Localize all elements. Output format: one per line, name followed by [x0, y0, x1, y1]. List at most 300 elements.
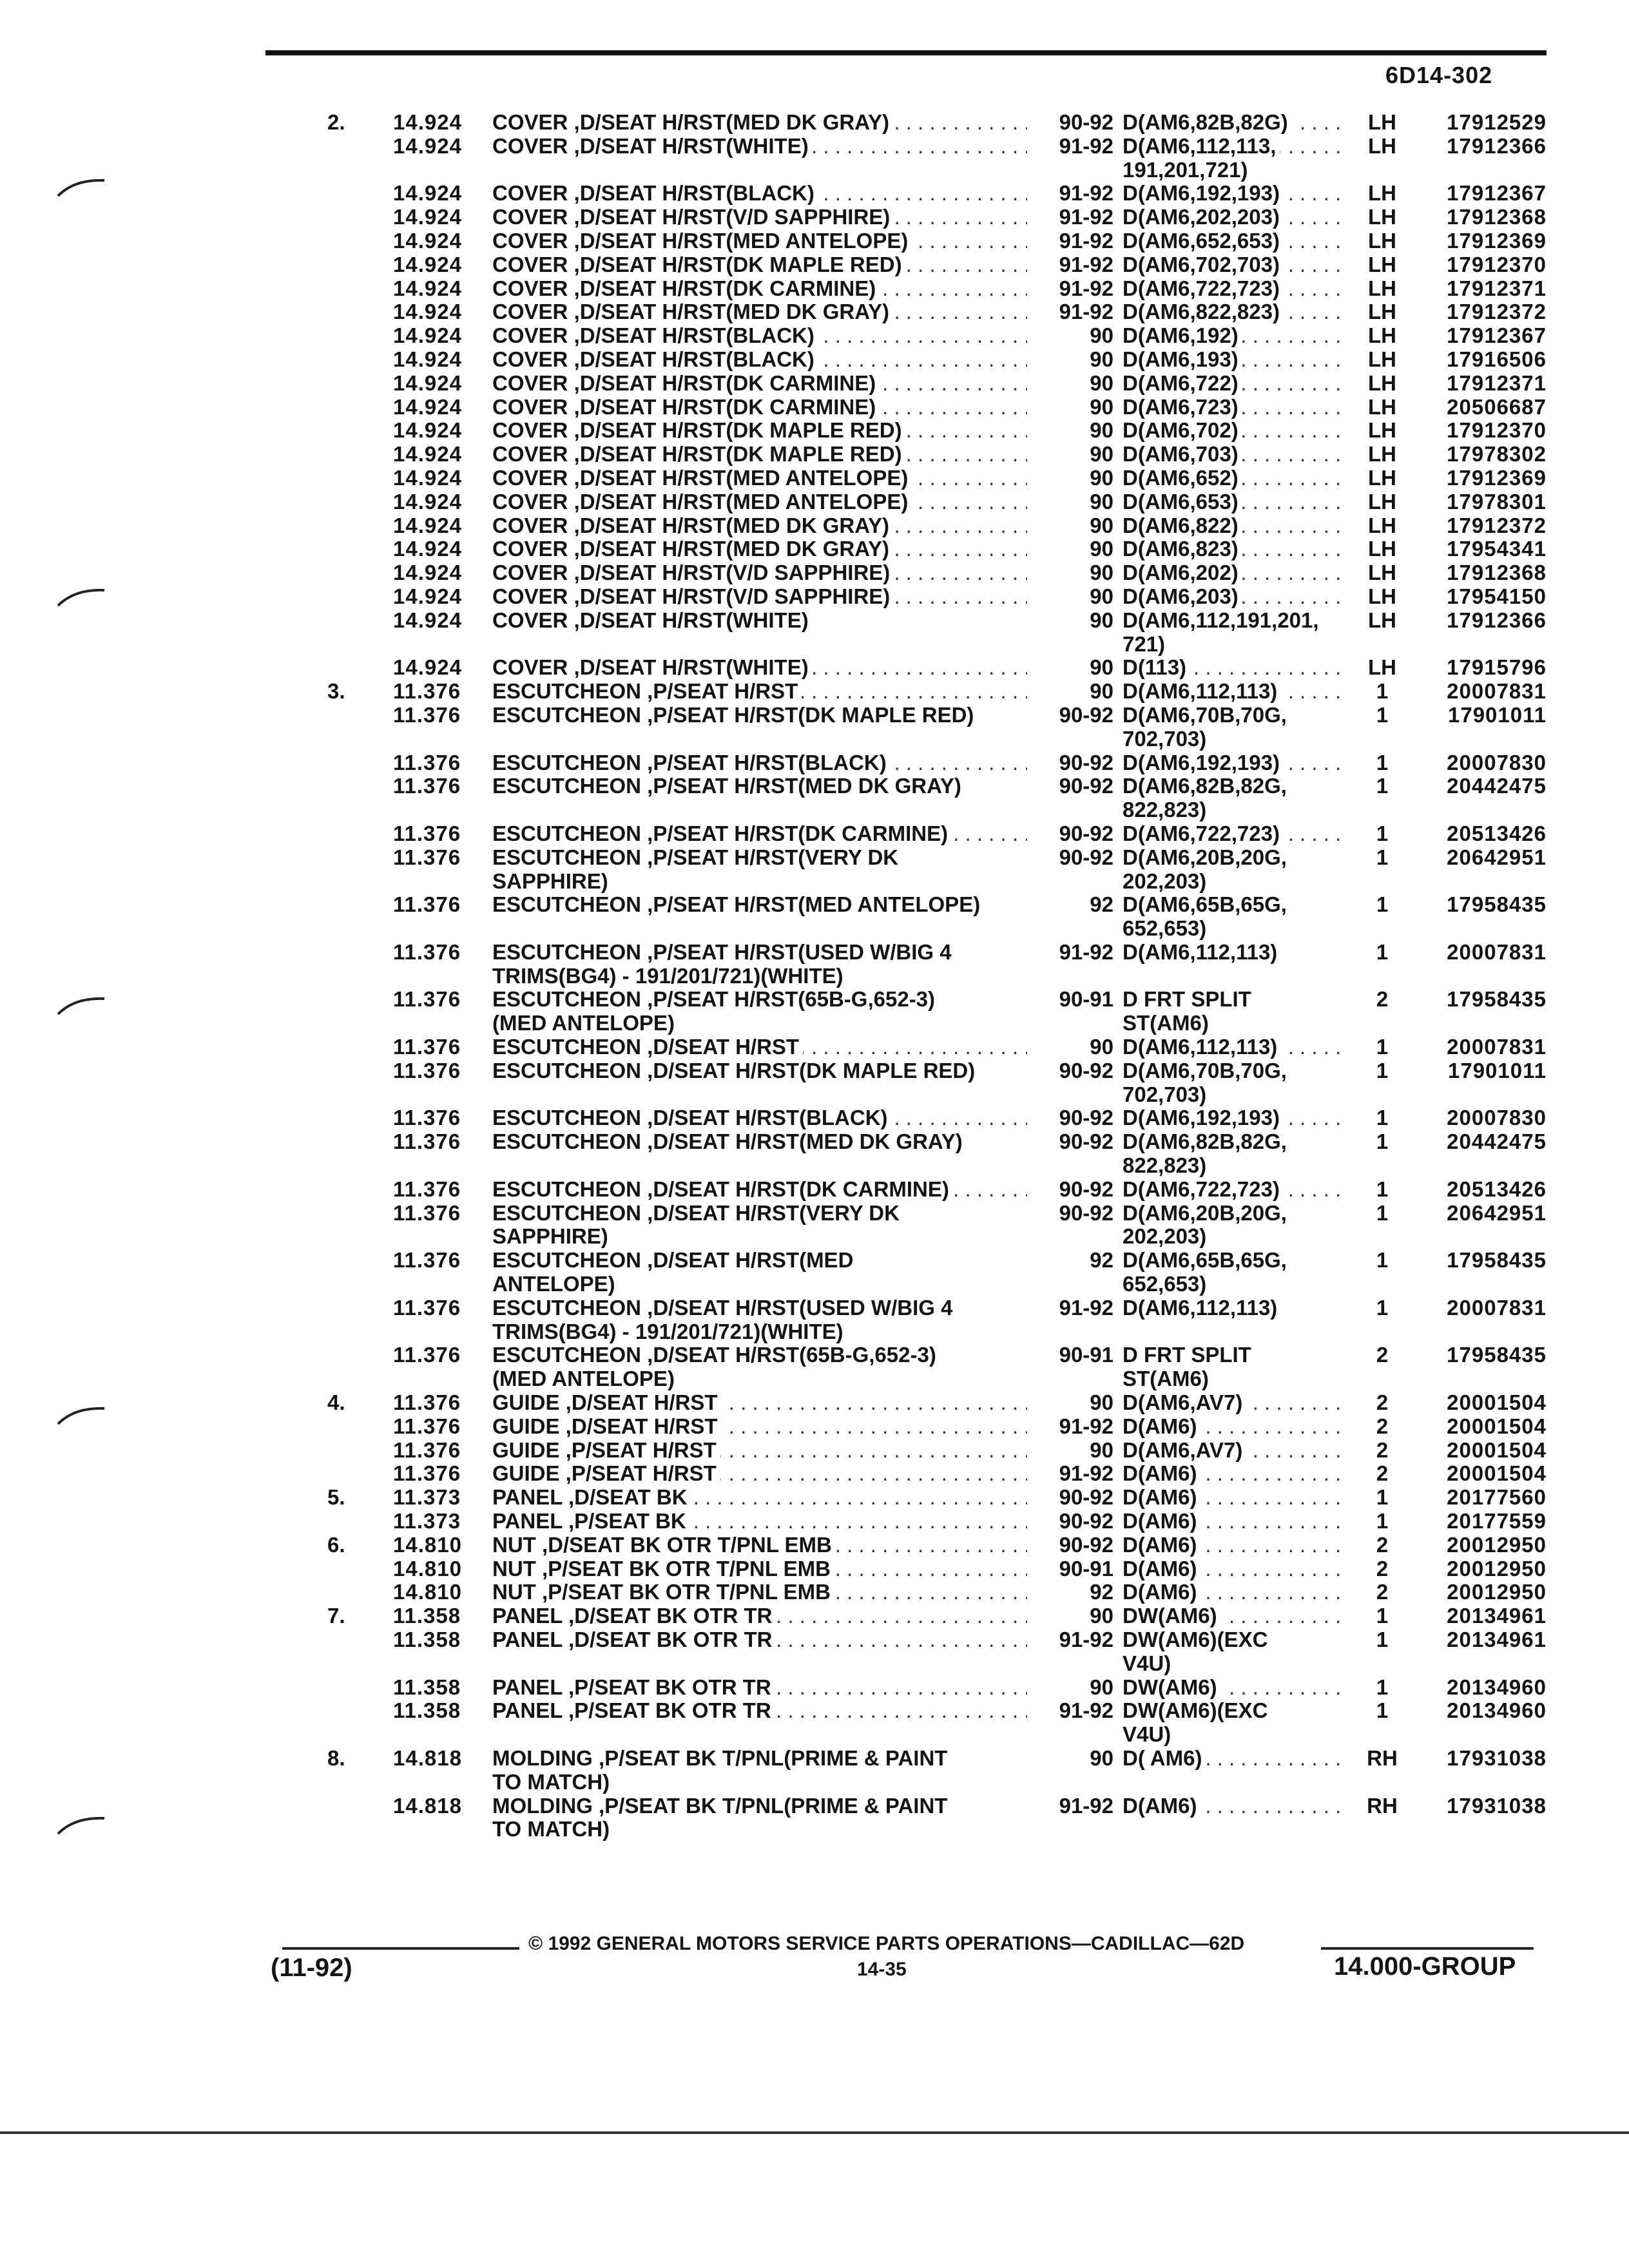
part-description-text	[492, 1083, 496, 1106]
usage-code	[1123, 585, 1348, 609]
usage-code	[1123, 798, 1348, 822]
part-description	[492, 941, 1027, 965]
model-years: 90	[1090, 537, 1113, 561]
usage-code	[1123, 206, 1348, 229]
footer-page-number: 14-35	[857, 1959, 907, 1980]
usage-code-text: DW(AM6)(EXC	[1123, 1628, 1271, 1651]
model-years: 90	[1090, 513, 1113, 537]
quantity: 2	[1376, 1390, 1389, 1415]
group-number: 11.376	[393, 939, 461, 964]
part-number: 17912371	[1447, 370, 1547, 395]
model-years: 91-92	[1059, 276, 1113, 300]
parts-row	[0, 988, 1629, 1012]
part-number: 20134961	[1447, 1604, 1547, 1628]
part-description	[492, 1296, 1027, 1320]
group-number: 14.924	[393, 228, 462, 253]
parts-row-continuation	[0, 1083, 1629, 1107]
quantity: 1	[1376, 1106, 1389, 1130]
usage-code	[1123, 1059, 1348, 1083]
group-number: 14.818	[393, 1745, 462, 1770]
usage-code	[1123, 609, 1348, 633]
usage-code	[1123, 1012, 1348, 1035]
usage-code	[1123, 1391, 1348, 1415]
model-years: 90-92	[1059, 110, 1113, 134]
part-number: 17912370	[1447, 418, 1547, 443]
part-description	[492, 1415, 1027, 1439]
model-years: 90	[1090, 370, 1113, 395]
group-number: 11.376	[393, 702, 461, 727]
part-description-text: SAPPHIRE)	[492, 870, 612, 893]
parts-row	[0, 846, 1629, 870]
parts-row	[0, 1462, 1629, 1486]
model-years: 90-92	[1059, 1129, 1113, 1154]
bottom-rule	[0, 2131, 1629, 2134]
model-years: 91-92	[1059, 1461, 1113, 1486]
usage-code	[1123, 941, 1348, 965]
part-description	[492, 1130, 1027, 1154]
part-description-text: COVER ,D/SEAT H/RST(MED ANTELOPE)	[492, 490, 912, 514]
part-description	[492, 1012, 1027, 1035]
footer-rule-right	[1321, 1947, 1534, 1950]
model-years: 90	[1090, 1437, 1113, 1462]
part-number: 20007830	[1447, 1106, 1547, 1130]
part-description-text	[492, 1723, 496, 1746]
parts-row	[0, 704, 1629, 727]
usage-code-text: 202,203)	[1123, 870, 1210, 893]
part-description-text: COVER ,D/SEAT H/RST(V/D SAPPHIRE)	[492, 206, 894, 229]
part-description-text: GUIDE ,D/SEAT H/RST	[492, 1391, 722, 1414]
usage-code-text	[1123, 1771, 1126, 1794]
model-years: 90	[1090, 394, 1113, 419]
usage-code	[1123, 1415, 1348, 1439]
model-years: 90-92	[1059, 821, 1113, 845]
parts-row	[0, 1059, 1629, 1083]
usage-code	[1123, 1699, 1348, 1723]
group-number: 14.924	[393, 394, 462, 419]
usage-code-text: D(AM6,822)	[1123, 514, 1242, 537]
usage-code	[1123, 965, 1348, 988]
part-description	[492, 277, 1027, 301]
part-number: 20007830	[1447, 750, 1547, 774]
group-number: 14.924	[393, 110, 462, 134]
part-description	[492, 396, 1027, 419]
group-number: 14.924	[393, 655, 462, 680]
model-years: 90	[1090, 679, 1113, 704]
usage-code-text: D(AM6)	[1123, 1510, 1200, 1533]
part-description-text	[492, 159, 496, 182]
usage-code	[1123, 1676, 1348, 1700]
parts-row	[0, 1391, 1629, 1415]
quantity: 1	[1376, 939, 1389, 964]
quantity: LH	[1368, 537, 1396, 561]
usage-code	[1123, 870, 1348, 894]
part-description	[492, 1202, 1027, 1225]
usage-code-text: V4U)	[1123, 1652, 1175, 1675]
parts-row	[0, 585, 1629, 609]
model-years: 90-92	[1059, 1058, 1113, 1082]
group-number: 14.924	[393, 181, 462, 206]
part-description-text: COVER ,D/SEAT H/RST(MED ANTELOPE)	[492, 466, 912, 490]
part-description	[492, 585, 1027, 609]
usage-code	[1123, 846, 1348, 870]
usage-code	[1123, 1083, 1348, 1107]
usage-code-text: D(AM6,722,723)	[1123, 1178, 1284, 1201]
model-years: 91-92	[1059, 939, 1113, 964]
part-description	[492, 1723, 1027, 1747]
ref-number: 8.	[327, 1745, 345, 1770]
part-description-text: COVER ,D/SEAT H/RST(MED DK GRAY)	[492, 514, 893, 537]
part-number: 17912529	[1447, 110, 1547, 134]
usage-code-text: D(AM6,AV7)	[1123, 1391, 1246, 1414]
usage-code	[1123, 1652, 1348, 1676]
usage-code	[1123, 1771, 1348, 1794]
parts-row	[0, 609, 1629, 633]
group-number: 11.376	[393, 892, 461, 917]
group-number: 14.924	[393, 513, 462, 537]
part-description	[492, 1604, 1027, 1628]
part-description-text: COVER ,D/SEAT H/RST(MED DK GRAY)	[492, 537, 893, 561]
ref-number: 7.	[327, 1604, 345, 1628]
usage-code	[1123, 1794, 1348, 1818]
usage-code-text: D(AM6,202)	[1123, 561, 1242, 584]
parts-row-continuation	[0, 870, 1629, 894]
parts-row	[0, 561, 1629, 585]
model-years: 90-92	[1059, 750, 1113, 774]
parts-row-continuation	[0, 727, 1629, 751]
parts-row	[0, 300, 1629, 324]
usage-code-text: 702,703)	[1123, 1083, 1210, 1106]
usage-code	[1123, 633, 1348, 657]
part-number: 20012950	[1447, 1580, 1547, 1604]
group-number: 11.358	[393, 1675, 461, 1699]
part-description-text: TO MATCH)	[492, 1818, 613, 1841]
model-years: 91-92	[1059, 252, 1113, 276]
quantity: 2	[1376, 1580, 1389, 1604]
usage-code-text: D(AM6,65B,65G,	[1123, 1249, 1291, 1272]
group-number: 11.376	[393, 1390, 461, 1415]
usage-code	[1123, 537, 1348, 561]
model-years: 90-92	[1059, 702, 1113, 727]
usage-code-text: D(AM6)	[1123, 1415, 1200, 1438]
part-description-text: ESCUTCHEON ,P/SEAT H/RST(MED ANTELOPE)	[492, 893, 984, 916]
usage-code	[1123, 774, 1348, 798]
model-years: 91-92	[1059, 300, 1113, 324]
parts-row	[0, 1106, 1629, 1130]
model-years: 90-92	[1059, 1200, 1113, 1225]
usage-code-text: D(AM6,722,723)	[1123, 277, 1284, 300]
usage-code-text: D(AM6,20B,20G,	[1123, 1202, 1291, 1225]
group-number: 14.924	[393, 252, 462, 276]
group-number: 14.924	[393, 133, 462, 158]
usage-code-text: D(AM6,70B,70G,	[1123, 1059, 1291, 1082]
usage-code-text: D(AM6,192,193)	[1123, 751, 1284, 774]
model-years: 90-92	[1059, 1106, 1113, 1130]
part-description	[492, 490, 1027, 514]
parts-row-continuation	[0, 159, 1629, 182]
quantity: 2	[1376, 1556, 1389, 1581]
part-number: 17901011	[1447, 702, 1547, 727]
group-number: 14.924	[393, 418, 462, 443]
model-years: 90	[1090, 1035, 1113, 1059]
part-number: 20001504	[1447, 1461, 1547, 1486]
part-description-text: ESCUTCHEON ,P/SEAT H/RST(65B-G,652-3)	[492, 988, 939, 1011]
model-years: 90-92	[1059, 1177, 1113, 1201]
part-number: 20177559	[1447, 1509, 1547, 1533]
model-years: 90-92	[1059, 1485, 1113, 1510]
usage-code	[1123, 1035, 1348, 1059]
usage-code-text: ST(AM6)	[1123, 1012, 1213, 1035]
quantity: 2	[1376, 1343, 1389, 1367]
model-years: 90-91	[1059, 1556, 1113, 1581]
usage-code-text: 822,823)	[1123, 798, 1210, 822]
parts-row	[0, 1747, 1629, 1771]
parts-row	[0, 324, 1629, 348]
part-description-text: PANEL ,P/SEAT BK	[492, 1510, 690, 1533]
group-number: 14.810	[393, 1532, 462, 1557]
part-description-text: PANEL ,D/SEAT BK	[492, 1486, 691, 1509]
part-description	[492, 633, 1027, 657]
part-description	[492, 1249, 1027, 1273]
quantity: LH	[1368, 608, 1396, 632]
part-description	[492, 1439, 1027, 1463]
part-description	[492, 870, 1027, 894]
part-number: 20642951	[1447, 845, 1547, 869]
parts-row	[0, 1178, 1629, 1202]
part-description-text: COVER ,D/SEAT H/RST(DK MAPLE RED)	[492, 253, 906, 276]
usage-code	[1123, 253, 1348, 277]
parts-row	[0, 1794, 1629, 1818]
part-number: 20642951	[1447, 1200, 1547, 1225]
group-number: 11.376	[393, 821, 461, 845]
group-number: 11.376	[393, 1295, 461, 1320]
quantity: 1	[1376, 750, 1389, 774]
quantity: LH	[1368, 252, 1396, 276]
part-number: 17958435	[1447, 892, 1547, 917]
footer-date: (11-92)	[271, 1954, 352, 1982]
part-number: 17912369	[1447, 228, 1547, 253]
group-number: 11.358	[393, 1604, 461, 1628]
group-number: 14.924	[393, 370, 462, 395]
ref-number: 4.	[327, 1390, 345, 1415]
usage-code-text: D(AM6,652,653)	[1123, 229, 1284, 253]
part-description	[492, 1083, 1027, 1107]
quantity: LH	[1368, 465, 1396, 490]
usage-code	[1123, 1604, 1348, 1628]
group-number: 11.358	[393, 1698, 461, 1723]
usage-code	[1123, 1557, 1348, 1581]
part-number: 20012950	[1447, 1532, 1547, 1557]
usage-code-text: D(AM6)	[1123, 1581, 1200, 1604]
quantity: 2	[1376, 1461, 1389, 1486]
quantity: 2	[1376, 1414, 1389, 1438]
group-number: 14.924	[393, 323, 462, 348]
part-description-text: ESCUTCHEON ,P/SEAT H/RST(BLACK)	[492, 751, 891, 774]
quantity: 1	[1376, 1295, 1389, 1320]
part-number: 20007831	[1447, 939, 1547, 964]
part-description-text: COVER ,D/SEAT H/RST(BLACK)	[492, 348, 818, 371]
parts-row-continuation	[0, 1723, 1629, 1747]
usage-code	[1123, 893, 1348, 917]
part-description	[492, 561, 1027, 585]
parts-row-continuation	[0, 1818, 1629, 1841]
usage-code	[1123, 1130, 1348, 1154]
part-description-text: TRIMS(BG4) - 191/201/721)(WHITE)	[492, 1320, 847, 1343]
usage-code-text: D(AM6)	[1123, 1462, 1200, 1485]
footer-rule-left	[282, 1947, 519, 1950]
usage-code	[1123, 1296, 1348, 1320]
part-number: 17912371	[1447, 276, 1547, 300]
part-description-text: ESCUTCHEON ,D/SEAT H/RST(MED DK GRAY)	[492, 1130, 967, 1153]
parts-row	[0, 1581, 1629, 1604]
usage-code	[1123, 656, 1348, 680]
parts-row	[0, 1343, 1629, 1367]
part-description-text: ESCUTCHEON ,P/SEAT H/RST(DK CARMINE)	[492, 822, 952, 845]
usage-code-text: V4U)	[1123, 1723, 1175, 1746]
parts-row-continuation	[0, 965, 1629, 988]
part-description	[492, 893, 1027, 917]
part-description	[492, 1747, 1027, 1771]
parts-row	[0, 1676, 1629, 1700]
group-number: 11.373	[393, 1509, 461, 1533]
part-description	[492, 1035, 1027, 1059]
parts-row	[0, 514, 1629, 538]
part-description-text: COVER ,D/SEAT H/RST(WHITE)	[492, 135, 813, 158]
part-number: 20177560	[1447, 1485, 1547, 1510]
usage-code	[1123, 1462, 1348, 1486]
model-years: 90-92	[1059, 845, 1113, 869]
usage-code	[1123, 822, 1348, 846]
usage-code-text: D(AM6,112,113)	[1123, 941, 1281, 964]
part-description	[492, 1059, 1027, 1083]
group-number: 14.810	[393, 1580, 462, 1604]
usage-code-text: D(AM6,112,191,201,	[1123, 609, 1323, 632]
usage-code-text: D( AM6)	[1123, 1747, 1206, 1770]
model-years: 91-92	[1059, 228, 1113, 253]
group-number: 11.376	[393, 750, 461, 774]
part-number: 20007831	[1447, 679, 1547, 704]
part-description	[492, 159, 1027, 182]
parts-row-continuation	[0, 917, 1629, 941]
quantity: 1	[1376, 702, 1389, 727]
group-number: 14.924	[393, 489, 462, 514]
usage-code	[1123, 111, 1348, 135]
part-number: 17912367	[1447, 323, 1547, 348]
usage-code-text: D(AM6,20B,20G,	[1123, 846, 1291, 869]
part-description	[492, 846, 1027, 870]
group-number: 11.376	[393, 845, 461, 869]
model-years: 90-92	[1059, 1532, 1113, 1557]
group-number: 14.924	[393, 205, 462, 229]
part-description	[492, 372, 1027, 396]
part-description	[492, 1699, 1027, 1723]
usage-code	[1123, 135, 1348, 159]
usage-code-text: D(AM6,192,193)	[1123, 182, 1284, 205]
usage-code-text: D(AM6,AV7)	[1123, 1439, 1246, 1462]
quantity: 2	[1376, 1437, 1389, 1462]
part-description	[492, 514, 1027, 538]
part-description	[492, 1652, 1027, 1676]
quantity: 1	[1376, 774, 1389, 798]
group-number: 11.376	[393, 1177, 461, 1201]
part-description-text: ESCUTCHEON ,P/SEAT H/RST(DK MAPLE RED)	[492, 704, 978, 727]
part-description-text: ESCUTCHEON ,D/SEAT H/RST(DK CARMINE)	[492, 1178, 953, 1201]
usage-code	[1123, 419, 1348, 443]
model-years: 92	[1090, 892, 1113, 917]
quantity: LH	[1368, 347, 1396, 371]
parts-row	[0, 206, 1629, 229]
parts-row-continuation	[0, 1012, 1629, 1035]
usage-code	[1123, 1439, 1348, 1463]
group-number: 11.376	[393, 1414, 461, 1438]
model-years: 90	[1090, 489, 1113, 514]
part-description-text: COVER ,D/SEAT H/RST(MED ANTELOPE)	[492, 229, 912, 253]
part-description	[492, 609, 1027, 633]
part-description-text: COVER ,D/SEAT H/RST(DK MAPLE RED)	[492, 443, 906, 466]
part-description-text: GUIDE ,D/SEAT H/RST	[492, 1415, 722, 1438]
parts-row	[0, 1557, 1629, 1581]
model-years: 90-91	[1059, 987, 1113, 1012]
usage-code	[1123, 514, 1348, 538]
part-description-text: GUIDE ,P/SEAT H/RST	[492, 1462, 720, 1485]
part-description-text: COVER ,D/SEAT H/RST(MED DK GRAY)	[492, 300, 893, 323]
parts-row	[0, 277, 1629, 301]
part-number: 20001504	[1447, 1437, 1547, 1462]
usage-code	[1123, 1628, 1348, 1652]
part-description	[492, 1273, 1027, 1296]
model-years: 90	[1090, 1675, 1113, 1699]
part-description-text: MOLDING ,P/SEAT BK T/PNL(PRIME & PAINT	[492, 1747, 951, 1770]
part-description	[492, 1794, 1027, 1818]
quantity: 1	[1376, 1248, 1389, 1273]
part-description	[492, 1343, 1027, 1367]
usage-code-text: D(AM6,70B,70G,	[1123, 704, 1291, 727]
group-number: 11.376	[393, 679, 461, 704]
usage-code-text	[1123, 965, 1126, 988]
part-number: 17958435	[1447, 987, 1547, 1012]
part-description	[492, 537, 1027, 561]
part-description	[492, 111, 1027, 135]
usage-code-text: DW(AM6)	[1123, 1604, 1221, 1628]
part-number: 17901011	[1447, 1058, 1547, 1082]
usage-code	[1123, 561, 1348, 585]
part-description-text: ESCUTCHEON ,P/SEAT H/RST	[492, 680, 802, 703]
usage-code	[1123, 1367, 1348, 1391]
quantity: 1	[1376, 1675, 1389, 1699]
part-number: 17978301	[1447, 489, 1547, 514]
usage-code-text: 721)	[1123, 633, 1169, 656]
usage-code	[1123, 1178, 1348, 1202]
model-years: 91-92	[1059, 181, 1113, 206]
parts-row	[0, 1533, 1629, 1557]
quantity: LH	[1368, 489, 1396, 514]
usage-code-text: D(AM6,82B,82G)	[1123, 111, 1292, 134]
part-description-text: (MED ANTELOPE)	[492, 1367, 679, 1390]
usage-code-text: D FRT SPLIT	[1123, 1343, 1255, 1367]
part-number: 17912370	[1447, 252, 1547, 276]
part-description-text: TRIMS(BG4) - 191/201/721)(WHITE)	[492, 965, 847, 988]
parts-row	[0, 1628, 1629, 1652]
quantity: 1	[1376, 892, 1389, 917]
model-years: 91-92	[1059, 133, 1113, 158]
usage-code	[1123, 1225, 1348, 1249]
group-number: 11.376	[393, 1129, 461, 1154]
part-description	[492, 1225, 1027, 1249]
part-description-text: ESCUTCHEON ,D/SEAT H/RST(65B-G,652-3)	[492, 1343, 940, 1367]
usage-code	[1123, 1533, 1348, 1557]
usage-code	[1123, 182, 1348, 206]
model-years: 90	[1090, 442, 1113, 466]
quantity: LH	[1368, 228, 1396, 253]
